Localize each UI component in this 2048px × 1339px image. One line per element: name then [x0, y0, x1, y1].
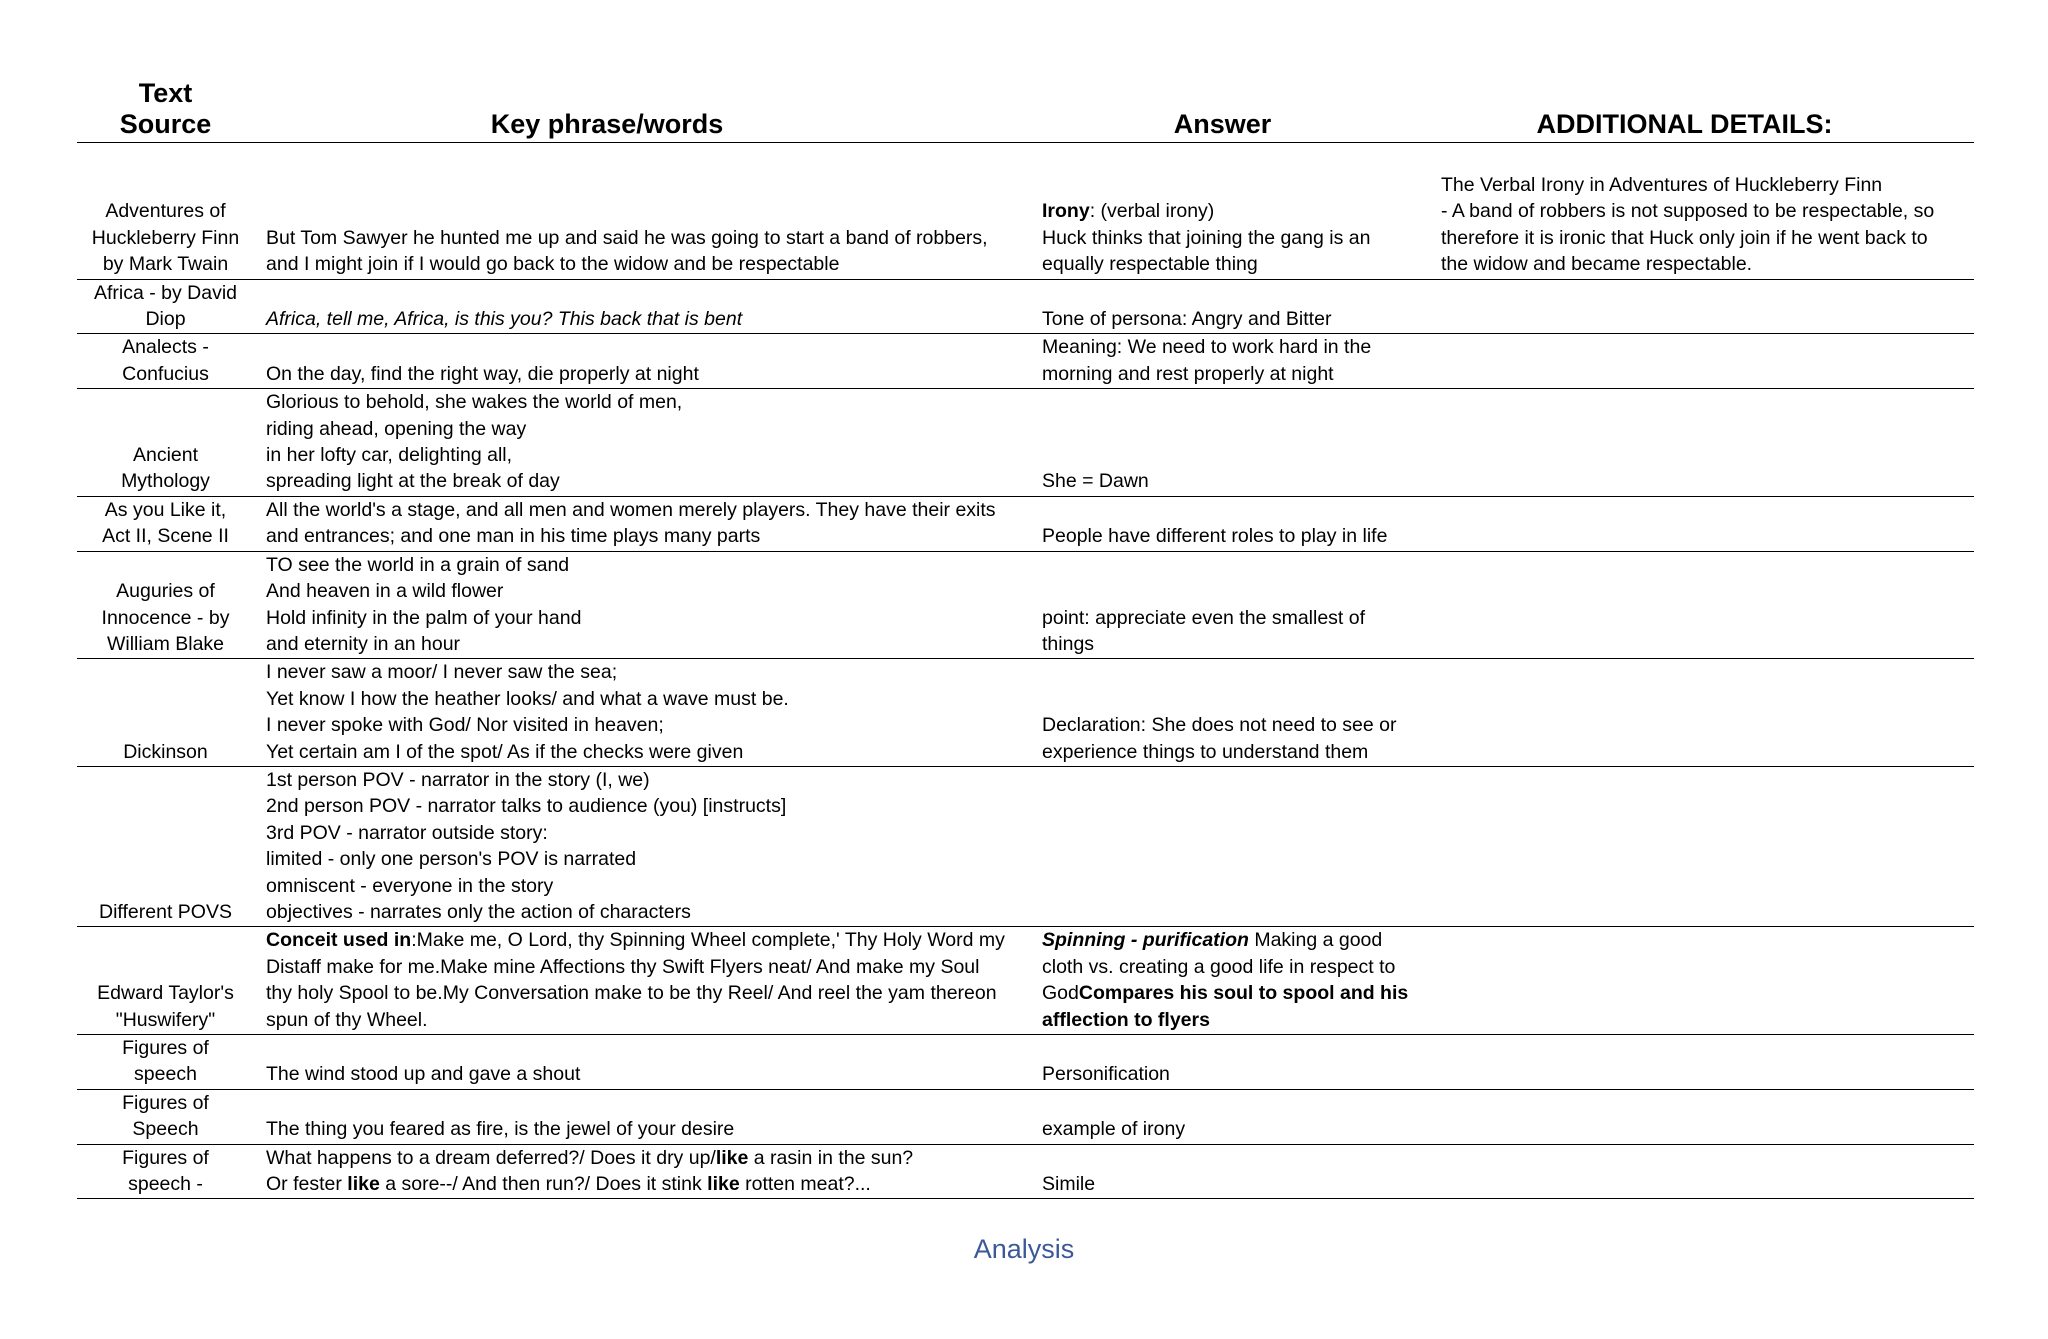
- row-additional-details: [1435, 496, 1974, 551]
- row-source: Dickinson: [77, 659, 254, 767]
- row-source: Edward Taylor's "Huswifery": [77, 927, 254, 1035]
- row-key-phrase: Africa, tell me, Africa, is this you? This back that is bent: [254, 279, 1030, 334]
- row-key-phrase: [254, 1144, 1030, 1199]
- row-answer: example of irony: [1030, 1089, 1435, 1144]
- row-key-phrase: Glorious to behold, she wakes the world of men, riding ahead, opening the way in her lofty car, delighting all, spreading light at the break of day: [254, 389, 1030, 497]
- row-source: Adventures of Huckleberry Finn by Mark Twain: [77, 143, 254, 280]
- row-additional-details: [1435, 334, 1974, 389]
- row-source: Ancient Mythology: [77, 389, 254, 497]
- row-key-phrase: All the world's a stage, and all men and women merely players. They have their exits and entrances; and one man in his time plays many parts: [254, 496, 1030, 551]
- key-phrase-bold: like: [347, 1173, 380, 1196]
- row-key-phrase: [254, 927, 1030, 1035]
- literature-analysis-table: [77, 78, 1974, 1199]
- table-row: [77, 143, 1974, 280]
- sheet-tab-label: Analysis: [973, 1234, 1075, 1264]
- table-row: [77, 1144, 1974, 1199]
- row-additional-details: [1435, 1035, 1974, 1090]
- row-source: As you Like it, Act II, Scene II: [77, 496, 254, 551]
- key-phrase-bold: Conceit used in: [266, 929, 412, 952]
- answer-term: Irony: [1042, 200, 1090, 223]
- row-additional-details: [1435, 1089, 1974, 1144]
- row-key-phrase: On the day, find the right way, die properly at night: [254, 334, 1030, 389]
- key-phrase-bold: like: [707, 1173, 740, 1196]
- table-row: [77, 1089, 1974, 1144]
- row-key-phrase: TO see the world in a grain of sand And heaven in a wild flower Hold infinity in the palm of your hand and eternity in an hour: [254, 551, 1030, 659]
- header-text-source: Text Source: [77, 78, 254, 143]
- document-page: [77, 78, 1974, 1199]
- row-source: Figures of Speech: [77, 1089, 254, 1144]
- table-row: [77, 927, 1974, 1035]
- answer-term: Spinning - purification: [1042, 929, 1249, 952]
- table-row: [77, 551, 1974, 659]
- key-phrase-text: a sore--/ And then run?/ Does it stink: [379, 1173, 708, 1196]
- row-source: Auguries of Innocence - by William Blake: [77, 551, 254, 659]
- row-answer: She = Dawn: [1030, 389, 1435, 497]
- row-answer: [1030, 766, 1435, 926]
- row-additional-details: The Verbal Irony in Adventures of Huckleberry Finn - A band of robbers is not supposed to be respectable, so therefore it is ironic that Huck only join if he went back to the widow and became respectable.: [1435, 143, 1974, 280]
- key-phrase-text: What happens to a dream deferred?/ Does it dry up/: [266, 1146, 716, 1169]
- row-key-phrase: I never saw a moor/ I never saw the sea; Yet know I how the heather looks/ and what a wave must be. I never spoke with God/ Nor visited in heaven; Yet certain am I of the spot/ As if the checks were given: [254, 659, 1030, 767]
- row-additional-details: [1435, 1144, 1974, 1199]
- answer-bold-text: Compares his soul to spool and his afflection to flyers: [1042, 982, 1409, 1031]
- row-source: Figures of speech: [77, 1035, 254, 1090]
- row-key-phrase: But Tom Sawyer he hunted me up and said he was going to start a band of robbers, and I might join if I would go back to the widow and be respectable: [254, 143, 1030, 280]
- row-additional-details: [1435, 659, 1974, 767]
- table-row: [77, 334, 1974, 389]
- row-additional-details: [1435, 927, 1974, 1035]
- row-answer: Tone of persona: Angry and Bitter: [1030, 279, 1435, 334]
- key-phrase-text: :Make me, O Lord, thy Spinning Wheel complete,' Thy Holy Word my Distaff make for me.Make mine Affections thy Swift Flyers neat/ And make my Soul thy holy Spool to be.My Conversation make to be thy Reel/ And reel the yam thereon spun of thy Wheel.: [266, 929, 1005, 1031]
- table-row: [77, 1035, 1974, 1090]
- row-additional-details: [1435, 389, 1974, 497]
- row-additional-details: [1435, 279, 1974, 334]
- header-answer: Answer: [1030, 78, 1435, 143]
- row-answer: Simile: [1030, 1144, 1435, 1199]
- row-answer: point: appreciate even the smallest of things: [1030, 551, 1435, 659]
- answer-text: Making a good cloth vs. creating a good life in respect to God: [1042, 929, 1396, 1005]
- table-row: [77, 496, 1974, 551]
- row-answer: Personification: [1030, 1035, 1435, 1090]
- key-phrase-text: rotten meat?...: [739, 1173, 871, 1196]
- row-answer: People have different roles to play in life: [1030, 496, 1435, 551]
- row-answer: Declaration: She does not need to see or experience things to understand them: [1030, 659, 1435, 767]
- row-additional-details: [1435, 766, 1974, 926]
- table-row: [77, 766, 1974, 926]
- row-source: Figures of speech -: [77, 1144, 254, 1199]
- row-additional-details: [1435, 551, 1974, 659]
- key-phrase-bold: like: [715, 1146, 749, 1169]
- row-answer: [1030, 143, 1435, 280]
- header-additional-details: ADDITIONAL DETAILS:: [1435, 78, 1974, 143]
- row-answer: [1030, 927, 1435, 1035]
- row-source: Analects - Confucius: [77, 334, 254, 389]
- header-key-phrase: Key phrase/words: [254, 78, 1030, 143]
- table-header-row: [77, 78, 1974, 143]
- row-answer: Meaning: We need to work hard in the morning and rest properly at night: [1030, 334, 1435, 389]
- table-row: [77, 279, 1974, 334]
- row-key-phrase: 1st person POV - narrator in the story (I, we) 2nd person POV - narrator talks to audience (you) [instructs] 3rd POV - narrator outside story: limited - only one person's POV is narrated omniscent - everyone in the story objectives - narrates only the action of characters: [254, 766, 1030, 926]
- table-row: [77, 389, 1974, 497]
- answer-text: : (verbal irony) Huck thinks that joining the gang is an equally respectable thing: [1042, 200, 1371, 276]
- row-key-phrase: The thing you feared as fire, is the jewel of your desire: [254, 1089, 1030, 1144]
- row-key-phrase: The wind stood up and gave a shout: [254, 1035, 1030, 1090]
- table-row: [77, 659, 1974, 767]
- row-source: Different POVS: [77, 766, 254, 926]
- key-phrase-text: a rasin in the sun? Or fester: [266, 1146, 914, 1196]
- row-source: Africa - by David Diop: [77, 279, 254, 334]
